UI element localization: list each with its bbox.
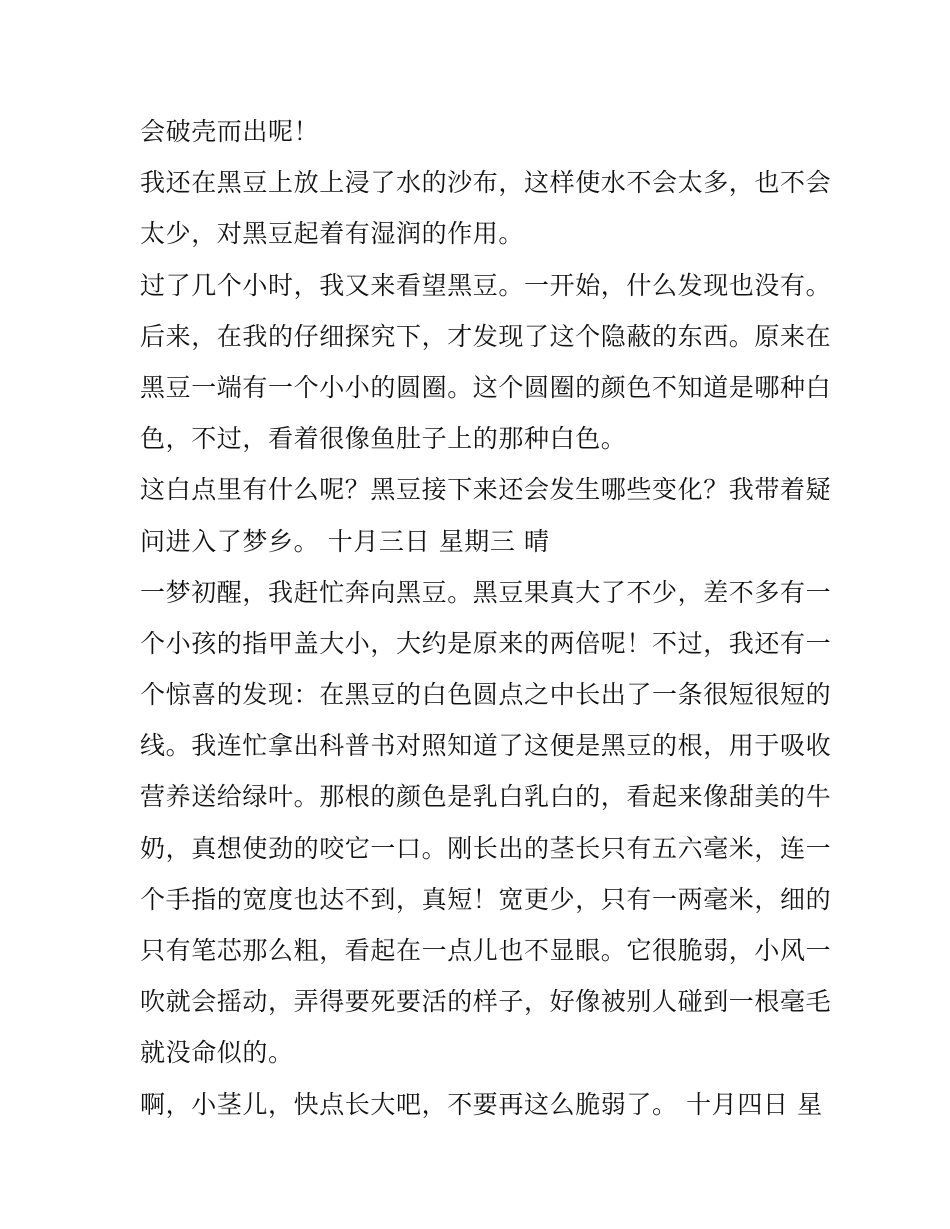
text-line: 过了几个小时，我又来看望黑豆。一开始，什么发现也没有。 [140, 270, 832, 300]
text-line: 个手指的宽度也达不到，真短！宽更少，只有一两毫米，细的 [140, 884, 832, 914]
text-line: 我还在黑豆上放上浸了水的沙布，这样使水不会太多，也不会 [140, 168, 832, 198]
text-line: 后来，在我的仔细探究下，才发现了这个隐蔽的东西。原来在 [140, 321, 832, 351]
text-line: 就没命似的。 [140, 1038, 294, 1068]
text-line: 这白点里有什么呢？黑豆接下来还会发生哪些变化？我带着疑 [140, 475, 832, 505]
text-line: 吹就会摇动，弄得要死要活的样子，好像被别人碰到一根毫毛 [140, 987, 832, 1017]
text-line: 线。我连忙拿出科普书对照知道了这便是黑豆的根，用于吸收 [140, 731, 832, 761]
text-line: 一梦初醒，我赶忙奔向黑豆。黑豆果真大了不少，差不多有一 [140, 577, 832, 607]
text-line: 啊，小茎儿，快点长大吧，不要再这么脆弱了。 十月四日 星 [140, 1089, 823, 1119]
text-line: 营养送给绿叶。那根的颜色是乳白乳白的，看起来像甜美的牛 [140, 782, 832, 812]
text-line: 会破壳而出呢！ [140, 117, 320, 146]
text-line: 个惊喜的发现：在黑豆的白色圆点之中长出了一条很短很短的 [140, 680, 832, 710]
text-line: 问进入了梦乡。 十月三日 星期三 晴 [140, 526, 550, 556]
text-line: 奶，真想使劲的咬它一口。刚长出的茎长只有五六毫米，连一 [140, 833, 832, 863]
text-line: 色，不过，看着很像鱼肚子上的那种白色。 [140, 424, 627, 454]
text-line: 个小孩的指甲盖大小，大约是原来的两倍呢！不过，我还有一 [140, 628, 832, 658]
text-line: 太少，对黑豆起着有湿润的作用。 [140, 219, 525, 249]
text-line: 黑豆一端有一个小小的圆圈。这个圆圈的颜色不知道是哪种白 [140, 372, 832, 402]
document-text-body [140, 106, 832, 1130]
text-line: 只有笔芯那么粗，看起在一点儿也不显眼。它很脆弱，小风一 [140, 936, 832, 965]
